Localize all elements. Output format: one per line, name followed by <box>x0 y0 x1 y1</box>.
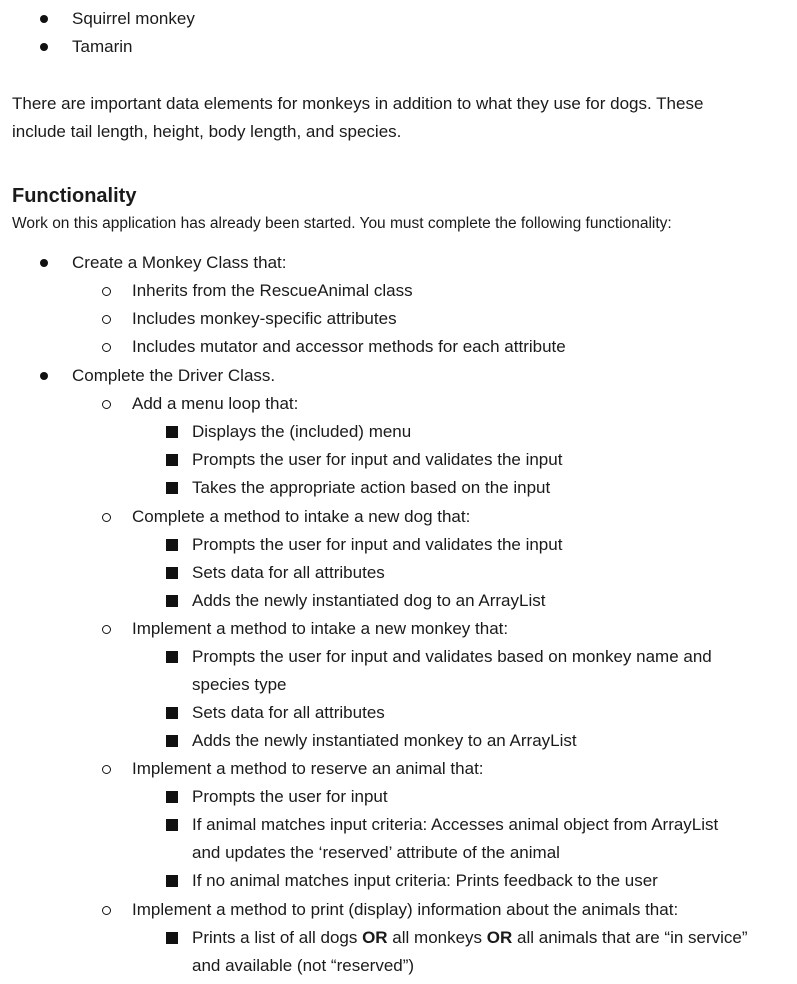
bullet-square-icon <box>166 595 178 607</box>
list-item-text: Prompts the user for input and validates based on monkey name and <box>192 647 712 666</box>
list-item-text: Adds the newly instantiated monkey to an ArrayList <box>192 731 577 750</box>
list-item-text: Displays the (included) menu <box>192 422 412 441</box>
list-item-text: Adds the newly instantiated dog to an ArrayList <box>192 591 546 610</box>
list-item-text <box>192 924 748 952</box>
paragraph-line: There are important data elements for monkeys in addition to what they use for dogs. These <box>12 94 704 113</box>
paragraph-line: include tail length, height, body length, and species. <box>12 122 402 141</box>
list-item-text: species type <box>192 675 287 694</box>
list-item-text: Prompts the user for input and validates the input <box>192 450 563 469</box>
bullet-disc-icon <box>40 372 48 380</box>
bullet-square-icon <box>166 482 178 494</box>
list-item-text: Implement a method to intake a new monkey that: <box>132 619 509 638</box>
bullet-disc-icon <box>40 15 48 23</box>
bullet-circle-icon <box>102 513 111 522</box>
list-item-text: Complete a method to intake a new dog that: <box>132 507 471 526</box>
bullet-square-icon <box>166 791 178 803</box>
bullet-square-icon <box>166 875 178 887</box>
bullet-square-icon <box>166 426 178 438</box>
list-item-text: Sets data for all attributes <box>192 563 385 582</box>
list-item-text: Create a Monkey Class that: <box>72 253 287 272</box>
text-run: all animals that are “in service” <box>512 928 748 947</box>
bold-or: OR <box>362 928 388 947</box>
list-item-text: Inherits from the RescueAnimal class <box>132 281 413 300</box>
section-heading: Functionality <box>12 185 137 207</box>
bullet-square-icon <box>166 651 178 663</box>
list-item-text: Includes mutator and accessor methods for each attribute <box>132 337 566 356</box>
bold-or: OR <box>486 928 513 947</box>
list-item-text: and available (not “reserved”) <box>192 956 415 975</box>
list-item-text: Sets data for all attributes <box>192 703 385 722</box>
list-item-text: If animal matches input criteria: Accesses animal object from ArrayList <box>192 815 719 834</box>
bullet-circle-icon <box>102 400 111 409</box>
list-item-text: Implement a method to print (display) information about the animals that: <box>132 900 679 919</box>
bullet-square-icon <box>166 707 178 719</box>
bullet-disc-icon <box>40 43 48 51</box>
bullet-square-icon <box>166 932 178 944</box>
list-item-text: If no animal matches input criteria: Prints feedback to the user <box>192 871 658 890</box>
text-run: all monkeys <box>387 928 487 947</box>
bullet-circle-icon <box>102 765 111 774</box>
list-item-text: Squirrel monkey <box>72 9 195 28</box>
bullet-circle-icon <box>102 315 111 324</box>
bullet-circle-icon <box>102 343 111 352</box>
bullet-circle-icon <box>102 625 111 634</box>
list-item-text: Prompts the user for input and validates the input <box>192 535 563 554</box>
bullet-square-icon <box>166 735 178 747</box>
list-item-text: Complete the Driver Class. <box>72 366 276 385</box>
list-item-text: Includes monkey-specific attributes <box>132 309 397 328</box>
bullet-circle-icon <box>102 906 111 915</box>
bullet-circle-icon <box>102 287 111 296</box>
list-item-text: Takes the appropriate action based on the input <box>192 478 551 497</box>
text-run: Prints a list of all dogs <box>192 928 363 947</box>
bullet-square-icon <box>166 454 178 466</box>
list-item-text: Implement a method to reserve an animal that: <box>132 759 484 778</box>
list-item-text: and updates the ‘reserved’ attribute of the animal <box>192 843 560 862</box>
bullet-square-icon <box>166 567 178 579</box>
list-item-text: Add a menu loop that: <box>132 394 299 413</box>
list-item-text: Prompts the user for input <box>192 787 388 806</box>
section-intro: Work on this application has already been started. You must complete the following functionality: <box>12 215 672 232</box>
list-item-text: Tamarin <box>72 37 133 56</box>
bullet-square-icon <box>166 539 178 551</box>
bullet-disc-icon <box>40 259 48 267</box>
bullet-square-icon <box>166 819 178 831</box>
